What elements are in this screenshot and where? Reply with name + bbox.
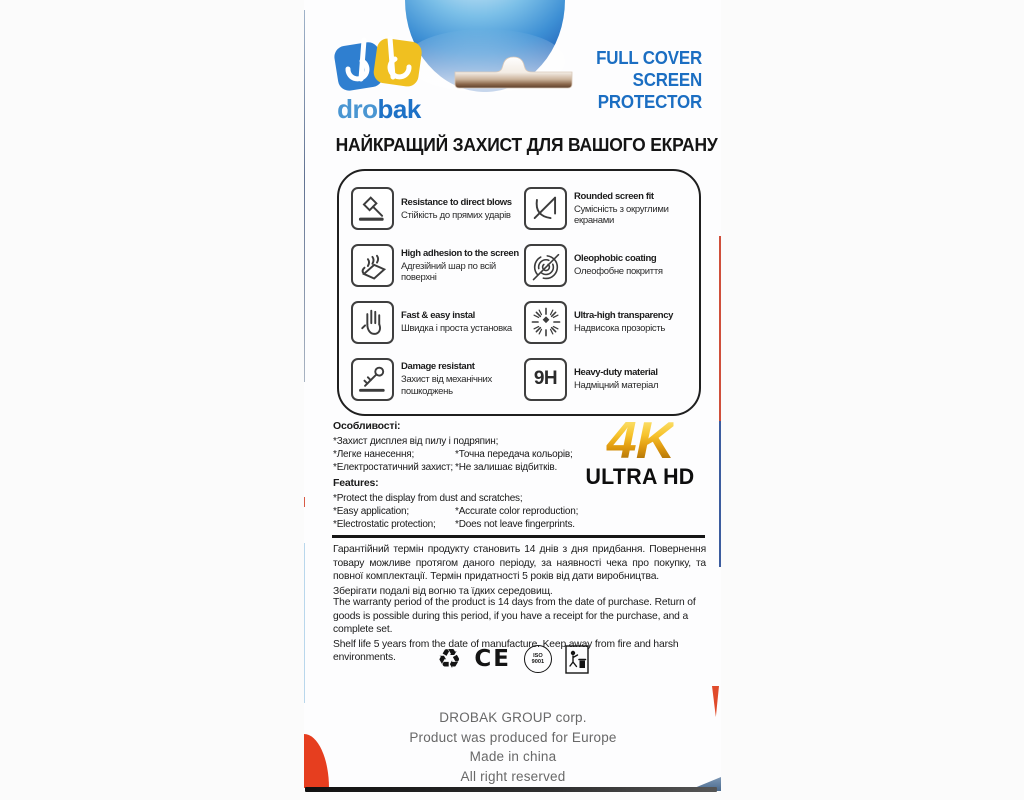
highlights-ua-title: Особливості: [333,420,401,432]
feature-item-oleophobic [524,240,693,292]
feature-item-damage [351,353,520,405]
warranty-en-p1: The warranty period of the product is 14 days from the date of purchase. Return of goods is possible during this period, if you have a receipt for the purchase, and a complete set. [333,597,696,636]
manufacturer-footer [305,708,721,786]
footer-line: Made in china [469,749,557,764]
left-edge-blue-sliver [304,543,306,703]
highlights-en-cell: *Electrostatic protection; [333,519,436,530]
hang-slot-cutout [451,54,576,96]
feature-item-hardness [524,353,693,405]
left-edge-red-sliver [304,497,306,507]
feature-item-install [351,297,520,349]
hardness-9h-icon [524,358,567,401]
highlights-en-title: Features: [333,477,379,489]
footer-line: DROBAK GROUP corp. [439,710,587,725]
highlights-en-line: *Protect the display from dust and scratches; [333,493,523,504]
section-divider [332,535,705,538]
rounded-screen-icon [524,187,567,230]
highlights-en-cell: *Accurate color reproduction; [455,506,579,517]
wordmark-dro: dro [337,94,378,124]
feature-subtitle: Надміцний матеріал [574,379,659,391]
tagline-line: SCREEN [632,70,702,90]
highlights-en-cell: *Easy application; [333,506,409,517]
ultra-hd-text: ULTRA HD [585,464,695,489]
feature-subtitle: Стійкість до прямих ударів [401,209,511,221]
feature-item-resistance [351,183,520,235]
right-edge-blue-sliver [719,421,721,567]
highlights-en [333,477,583,531]
key-scratch-icon [351,358,394,401]
feature-subtitle: Адгезійний шар по всій поверхні [401,260,496,284]
hammer-icon [351,187,394,230]
feature-title: Fast & easy instal [401,310,475,322]
footer-line: Product was produced for Europe [409,729,617,745]
highlights-ua [333,420,583,474]
warranty-en-p2: Shelf life 5 years from the date of manufacture. Keep away from fire and harsh environments. [333,638,679,664]
tagline-line: PROTECTOR [597,92,702,112]
hand-install-icon [351,301,394,344]
feature-title: Ultra-high transparency [574,310,674,322]
9h-label: 9H [533,368,558,390]
recycle-icon: ♻ [437,643,462,674]
feature-subtitle: Сумісність з округлими екранами [574,203,669,227]
highlights-ua-cell: *Точна передача кольорів; [455,449,573,460]
feature-title: Oleophobic coating [574,253,657,265]
feature-subtitle: Олеофобне покриття [574,266,663,278]
feature-item-transparency [524,297,693,349]
4k-ultra-hd-badge [572,412,708,490]
warranty-ua-p2: Зберігати подалі від вогню та їдких середовищ. [333,585,553,597]
ce-mark-icon: CE [474,646,511,672]
iso-9001-seal-icon [524,645,552,673]
feature-title: Rounded screen fit [574,190,654,202]
main-heading: НАЙКРАЩИЙ ЗАХИСТ ДЛЯ ВАШОГО ЕКРАНУ [335,135,718,155]
4k-text: 4K [606,412,674,470]
highlights-ua-cell: *Не залишає відбитків. [455,462,558,473]
fingerprint-icon [524,244,567,287]
adhesion-film-icon [351,244,394,287]
feature-title: Damage resistant [401,361,475,373]
iso-seal-line: ISO [533,653,543,659]
certification-row [305,640,721,678]
highlights-ua-cell: *Легке нанесення; [333,449,415,460]
tagline-line: FULL COVER [596,48,702,68]
feature-item-adhesion [351,240,520,292]
product-tagline [569,47,702,113]
feature-title: High adhesion to the screen [401,247,519,259]
bottom-edge-shadow [305,787,717,792]
feature-subtitle: Захист від механічних пошкоджень [401,374,493,397]
warranty-ua-p1: Гарантійний термін продукту становить 14 днів з дня придбання. Повернення товару можливе протягом даного періоду, за наявності чека про покупку, та повної комплектації. Термін придатності 5 років від дати виробництва. [333,544,706,583]
highlights-ua-cell: *Електростатичний захист; [333,462,453,473]
feature-title: Resistance to direct blows [401,196,512,208]
highlights-en-cell: *Does not leave fingerprints. [455,519,575,530]
transparency-burst-icon [524,301,567,344]
feature-subtitle: Надвисока прозорість [574,323,666,335]
footer-line: All right reserved [460,768,566,784]
feature-title: Heavy-duty material [574,366,658,378]
right-edge-red-sliver [719,236,721,421]
warranty-text-ua [333,543,706,598]
features-box [337,169,701,416]
feature-item-rounded [524,183,693,235]
tidyman-disposal-icon [565,645,589,674]
drobak-logo-icon [333,34,425,98]
iso-seal-line: 9001 [531,659,545,665]
feature-subtitle: Швидка і проста установка [401,323,512,335]
highlights-ua-line: *Захист дисплея від пилу і подряпин; [333,436,499,447]
drobak-wordmark [331,94,427,125]
left-edge-shadow [304,10,306,382]
wordmark-bak: bak [377,94,421,124]
